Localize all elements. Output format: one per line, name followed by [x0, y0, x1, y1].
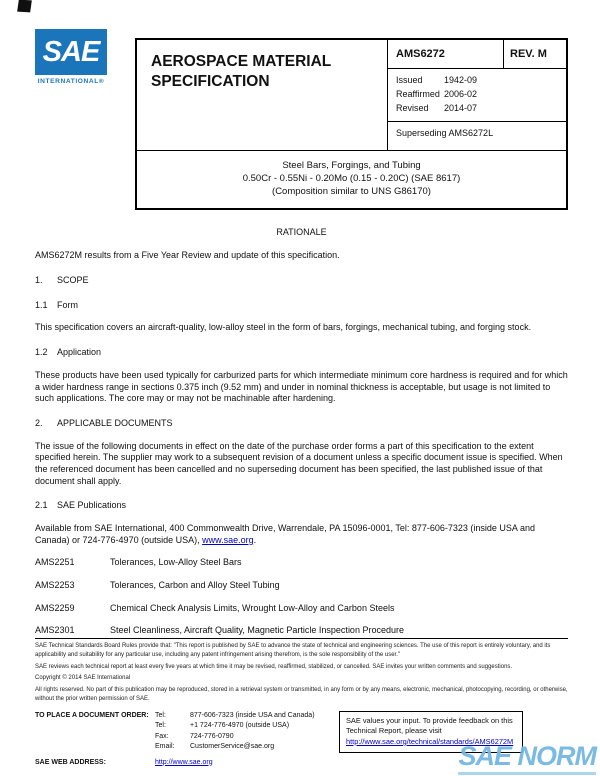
order-line-tel-intl: Tel: +1 724-776-4970 (outside USA) — [155, 722, 290, 729]
copyright-line: Copyright © 2014 SAE International — [35, 675, 131, 682]
sae-logo — [35, 29, 107, 85]
rights-line: All rights reserved. No part of this publication may be reproduced, stored in a retrieval system or transmitted, in any form or by any means, electronic, mechanical, photocopying, recording, or otherwise, without the prior written permission of SAE. — [35, 687, 568, 702]
date-reaffirmed: Reaffirmed 2006-02 — [396, 88, 478, 99]
sae-logo-icon — [35, 29, 107, 75]
order-lines — [155, 711, 315, 753]
doc-dates — [388, 69, 566, 122]
superseding-note: Superseding AMS6272L — [396, 127, 494, 138]
watermark-underline — [458, 772, 596, 775]
sae-norm-watermark: SAE NORM — [458, 743, 596, 775]
sae-org-link[interactable]: www.sae.org — [202, 534, 254, 545]
feedback-text: SAE values your input. To provide feedback on this Technical Report, please visit — [346, 715, 513, 736]
section-2-text: The issue of the following documents in effect on the date of the purchase order forms a part of this specification to the extent specified herein. The supplier may work to a subsequent revision of a document unless a specific document issue is specified. When the referenced document has been cancelled and no superseding document has been specified, the last published issue of that document shall apply. — [35, 440, 563, 486]
spec-title — [137, 150, 566, 208]
date-revised: Revised 2014-07 — [396, 102, 478, 113]
rationale-text: AMS6272M results from a Five Year Review and update of this specification. — [35, 250, 340, 261]
section-1-heading: 1. SCOPE — [35, 275, 89, 286]
doc-type-title: AEROSPACE MATERIAL SPECIFICATION — [137, 40, 388, 150]
section-1-2-text: These products have been used typically for carburized parts for which intermediate minimum core hardness is required and for which a wider hardness range in sections 0.375 inch (9.52 mm) and under in nominal thickness is acceptable, but usage is not limited to such applications. The core may or may not be machinable after hardening. — [35, 369, 568, 404]
section-1-1-heading: 1.1 Form — [35, 299, 78, 310]
spec-title-line1: Steel Bars, Forgings, and Tubing — [282, 159, 421, 171]
section-2-heading: 2. APPLICABLE DOCUMENTS — [35, 417, 173, 428]
order-line-fax: Fax: 724-776-0790 — [155, 732, 234, 740]
legal-notice-2: SAE reviews each technical report at least every five years at which time it may be revised, reaffirmed, stabilized, or cancelled. SAE invites your written comments and suggestions. — [35, 663, 513, 670]
spec-header-table — [135, 38, 568, 210]
publication-row-ams2259: AMS2259 Chemical Check Analysis Limits, Wrought Low-Alloy and Carbon Steels — [35, 602, 395, 613]
feedback-link[interactable]: http://www.sae.org/technical/standards/AMS6272M — [346, 736, 514, 746]
legal-notice-1: SAE Technical Standards Board Rules provide that: "This report is published by SAE to advance the state of technical and engineering sciences. The use of this report is entirely voluntary, and its applicability and suitability for any particular use, including any patent infringement arising therefrom, is the sole responsibility of the user." — [35, 643, 551, 659]
doc-revision: REV. M — [504, 40, 566, 69]
document-body — [0, 210, 600, 637]
section-1-1-text: This specification covers an aircraft-quality, low-alloy steel in the form of bars, forgings, mechanical tubing, and forging stock. — [35, 322, 532, 333]
section-2-1-heading: 2.1 SAE Publications — [35, 500, 127, 511]
scan-artifact — [17, 0, 32, 12]
sae-logo-text: SAE — [42, 35, 100, 68]
publication-row-ams2301: AMS2301 Steel Cleanliness, Aircraft Quality, Magnetic Particle Inspection Procedure — [35, 625, 404, 636]
section-2-1-text: Available from SAE International, 400 Commonwealth Drive, Warrendale, PA 15096-0001, Tel: 877-606-7323 (inside USA and Canada) or 724-776-4970 (outside USA), www.sae.org. — [35, 523, 535, 545]
sae-web-url-link[interactable]: http://www.sae.org — [155, 758, 213, 766]
publication-row-ams2253: AMS2253 Tolerances, Carbon and Alloy Steel Tubing — [35, 580, 280, 591]
order-heading: TO PLACE A DOCUMENT ORDER: — [35, 711, 149, 719]
order-line-tel-us: Tel: 877-606-7323 (inside USA and Canada) — [155, 711, 315, 719]
document-header — [0, 0, 600, 210]
footer-divider — [35, 638, 568, 639]
order-line-email: Email: CustomerService@sae.org — [155, 743, 275, 750]
web-address-label: SAE WEB ADDRESS: — [35, 758, 106, 766]
section-1-2-heading: 1.2 Application — [35, 347, 102, 358]
date-issued: Issued 1942-09 — [396, 75, 478, 85]
doc-number: AMS6272 — [388, 40, 504, 69]
sae-logo-subtext: INTERNATIONAL® — [37, 78, 105, 85]
publication-row-ams2251: AMS2251 Tolerances, Low-Alloy Steel Bars — [35, 557, 242, 568]
rationale-heading: RATIONALE — [276, 226, 327, 237]
spec-title-line2: 0.50Cr - 0.55Ni - 0.20Mo (0.15 - 0.20C) (SAE 8617) — [242, 173, 461, 185]
spec-title-line3: (Composition similar to UNS G86170) — [272, 186, 431, 198]
